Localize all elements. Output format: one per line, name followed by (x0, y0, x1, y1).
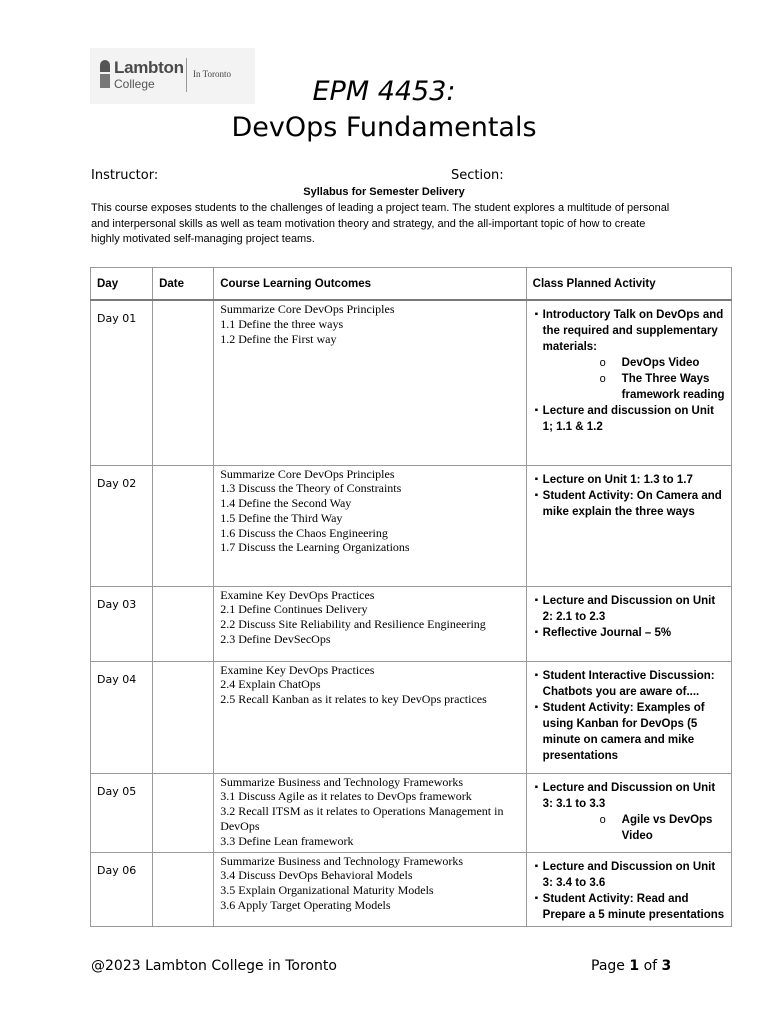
activity-item: ▪ Student Activity: Read and Prepare a 5 minute presentations (535, 891, 727, 923)
outcome-heading: Examine Key DevOps Practices (220, 662, 375, 677)
outcome-item: 1.3 Discuss the Theory of Constraints (220, 481, 402, 496)
logo-location: In Toronto (193, 69, 231, 79)
page-of: of (643, 958, 658, 974)
logo-name: Lambton (114, 58, 184, 77)
header-outcomes: Course Learning Outcomes (214, 268, 526, 301)
table-header-row (91, 268, 732, 301)
outcome-item: 2.1 Define Continues Delivery (220, 602, 368, 617)
cell-outcomes (214, 586, 526, 661)
outcome-item: 3.5 Explain Organizational Maturity Models (220, 883, 434, 898)
activity-item: ▪ Student Activity: Examples of using Kanban for DevOps (5 minute on camera and mike presentations (535, 700, 727, 764)
section-label: Section: (451, 168, 504, 183)
outcome-item: 1.6 Discuss the Chaos Engineering (220, 525, 388, 540)
cell-activity (526, 465, 731, 586)
page-current: 1 (629, 958, 640, 974)
cell-activity (526, 661, 731, 773)
syllabus-subtitle: Syllabus for Semester Delivery (303, 186, 465, 198)
cell-outcomes (214, 300, 526, 465)
table-row (91, 465, 732, 586)
cell-date (153, 852, 214, 926)
activity-item: ▪ Student Activity: On Camera and mike explain the three ways (535, 488, 727, 520)
table-row (91, 773, 732, 852)
header-day: Day (91, 268, 153, 301)
cell-day: Day 06 (91, 852, 153, 926)
activity-item: ▪ Lecture and Discussion on Unit 3: 3.1 to 3.3 (535, 780, 727, 812)
instructor-label: Instructor: (91, 168, 159, 183)
outcome-item: 3.4 Discuss DevOps Behavioral Models (220, 868, 413, 883)
outcome-item: 2.3 Define DevSecOps (220, 631, 331, 646)
activity-item: ▪ Lecture and Discussion on Unit 3: 3.4 to 3.6 (535, 859, 727, 891)
outcome-item: 3.1 Discuss Agile as it relates to DevOps framework (220, 789, 472, 804)
activity-item: ▪ Reflective Journal – 5% (535, 625, 727, 641)
cell-date (153, 661, 214, 773)
outcome-heading: Examine Key DevOps Practices (220, 587, 375, 602)
outcome-item: 3.2 Recall ITSM as it relates to Operations Management in DevOps (220, 804, 504, 833)
cell-date (153, 465, 214, 586)
page-total: 3 (661, 958, 672, 974)
outcome-item: 1.5 Define the Third Way (220, 510, 343, 525)
page-label: Page (591, 958, 625, 974)
cell-outcomes (214, 661, 526, 773)
outcome-item: 3.6 Apply Target Operating Models (220, 897, 391, 912)
cell-outcomes (214, 465, 526, 586)
cell-activity (526, 852, 731, 926)
cell-outcomes (214, 852, 526, 926)
outcome-item: 1.4 Define the Second Way (220, 496, 352, 511)
activity-item: ▪ Lecture and Discussion on Unit 2: 2.1 to 2.3 (535, 593, 727, 625)
activity-item: ▪ Lecture and discussion on Unit 1; 1.1 & 1.2 (535, 403, 727, 435)
course-title: DevOps Fundamentals (231, 112, 537, 143)
table-row (91, 852, 732, 926)
cell-day: Day 04 (91, 661, 153, 773)
cell-day: Day 05 (91, 773, 153, 852)
activity-item: ▪ Lecture on Unit 1: 1.3 to 1.7 (535, 472, 727, 488)
cell-activity (526, 300, 731, 465)
logo-sub: College (114, 77, 155, 91)
cell-outcomes (214, 773, 526, 852)
activity-subitem: o The Three Ways framework reading (535, 371, 727, 403)
outcome-heading: Summarize Core DevOps Principles (220, 466, 395, 481)
outcome-heading: Summarize Business and Technology Frameworks (220, 853, 464, 868)
syllabus-table (90, 267, 732, 927)
activity-item: ▪ Student Interactive Discussion: Chatbots you are aware of.... (535, 668, 727, 700)
footer-page-number (591, 958, 671, 974)
outcome-item: 3.3 Define Lean framework (220, 833, 354, 848)
outcome-item: 1.1 Define the three ways (220, 316, 344, 331)
table-row (91, 661, 732, 773)
table-row (91, 586, 732, 661)
cell-activity (526, 773, 731, 852)
activity-item: ▪ Introductory Talk on DevOps and the required and supplementary materials: (535, 307, 727, 355)
outcome-item: 2.4 Explain ChatOps (220, 677, 321, 692)
activity-subitem: o DevOps Video (535, 355, 727, 371)
table-row (91, 300, 732, 465)
outcome-item: 1.7 Discuss the Learning Organizations (220, 540, 410, 555)
header-activity: Class Planned Activity (526, 268, 731, 301)
outcome-item: 2.5 Recall Kanban as it relates to key DevOps practices (220, 692, 487, 707)
cell-day: Day 03 (91, 586, 153, 661)
cell-date (153, 586, 214, 661)
cell-date (153, 300, 214, 465)
cell-day: Day 02 (91, 465, 153, 586)
course-code: EPM 4453: (312, 76, 456, 107)
cell-activity (526, 586, 731, 661)
activity-subitem: o Agile vs DevOps Video (535, 812, 727, 844)
footer-copyright: @2023 Lambton College in Toronto (91, 958, 337, 974)
outcome-heading: Summarize Business and Technology Frameworks (220, 774, 464, 789)
cell-date (153, 773, 214, 852)
outcome-item: 2.2 Discuss Site Reliability and Resilience Engineering (220, 617, 486, 632)
cell-day: Day 01 (91, 300, 153, 465)
outcome-heading: Summarize Core DevOps Principles (220, 302, 395, 316)
outcome-item: 1.2 Define the First way (220, 331, 337, 346)
course-description: This course exposes students to the challenges of leading a project team. The student explores a multitude of personal and interpersonal skills as well as team motivation theory and strategy, and the all-important topic of how to create highly motivated self-managing project teams. (91, 202, 670, 245)
header-date: Date (153, 268, 214, 301)
